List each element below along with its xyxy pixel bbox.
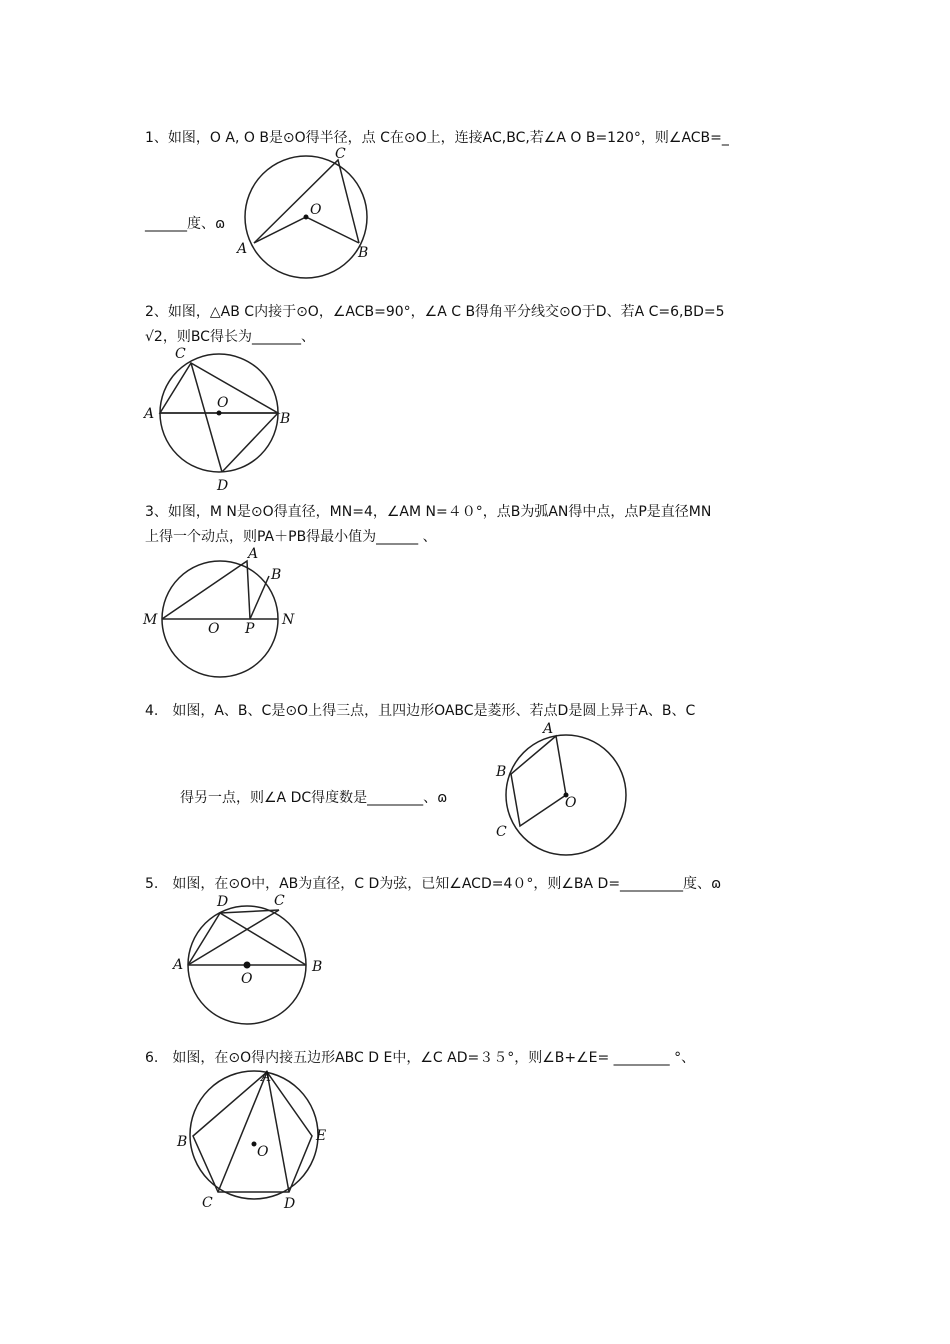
- q6-label-o: O: [257, 1144, 269, 1160]
- q1-radii: [254, 217, 359, 243]
- q2-label-d: D: [217, 478, 229, 494]
- q3-label-b: B: [271, 567, 282, 583]
- q3-label-m: M: [143, 612, 158, 628]
- q6-circle: [190, 1071, 318, 1199]
- q5-label-a: A: [173, 957, 184, 973]
- q5-label-b: B: [312, 959, 323, 975]
- q4-label-b: B: [496, 764, 507, 780]
- q3-line-pb: [250, 576, 269, 619]
- q5-label-c: C: [274, 893, 285, 909]
- q5-label-d: D: [217, 894, 229, 910]
- q5-line-ad: [188, 913, 220, 965]
- q2-figure: [140, 340, 300, 500]
- q3-label-n: N: [282, 612, 295, 628]
- q4-rhombus-oabc: [511, 736, 566, 826]
- q5-label-o: O: [241, 971, 253, 987]
- q5-line-ac: [188, 910, 279, 965]
- q1-text-line2: ______度、ɷ: [145, 216, 226, 232]
- q2-label-c: C: [175, 346, 186, 362]
- q6-label-d: D: [284, 1196, 296, 1212]
- q2-text-line1: 2、如图，△AB C内接于⊙O，∠ACB=90°，∠A C B得角平分线交⊙O于D、若A C=6,BD=5: [145, 304, 725, 320]
- q6-pentagon-abcde: [193, 1072, 312, 1192]
- q1-figure: [230, 140, 390, 290]
- q4-text-line1: 4. 如图，A、B、C是⊙O上得三点，且四边形OABC是菱形、若点D是圆上异于A、B、C: [145, 703, 696, 719]
- q6-center-dot: [252, 1142, 257, 1147]
- q3-label-p: P: [245, 621, 255, 637]
- q3-text-line1: 3、如图，M N是⊙O得直径，MN=4，∠AM N=４０°，点B为弧AN得中点，点P是直径MN: [145, 504, 712, 520]
- q1-label-c: C: [335, 146, 346, 162]
- q2-text-line2: √2，则BC得长为_______、: [145, 329, 315, 345]
- q4-figure: [490, 715, 640, 865]
- q5-text-line1: 5. 如图，在⊙O中，AB为直径，C D为弦，已知∠ACD=4０°，则∠BA D=_________度、ɷ: [145, 876, 722, 892]
- q4-label-a: A: [543, 721, 554, 737]
- q2-label-b: B: [280, 411, 291, 427]
- q6-label-b: B: [177, 1134, 188, 1150]
- q1-chords: [254, 160, 359, 243]
- q6-diagonal-ac: [218, 1072, 267, 1192]
- q1-label-a: A: [237, 241, 248, 257]
- q6-text-line1: 6. 如图，在⊙O得内接五边形ABC D E中，∠C AD=３５°，则∠B+∠E= ________ °、: [145, 1050, 696, 1066]
- q3-label-o: O: [208, 621, 220, 637]
- q6-label-a: A: [261, 1069, 272, 1085]
- q1-label-o: O: [310, 202, 322, 218]
- q6-diagonal-ad: [267, 1072, 289, 1192]
- q1-text-line1: 1、如图，O A, O B是⊙O得半径，点 C在⊙O上，连接AC,BC,若∠A O B=120°，则∠ACB=_: [145, 130, 729, 146]
- q4-label-c: C: [496, 824, 507, 840]
- q2-label-a: A: [144, 406, 155, 422]
- q4-label-o: O: [565, 795, 577, 811]
- q3-text-line2: 上得一个动点，则PA＋PB得最小值为______ 、: [145, 529, 437, 545]
- q5-center-dot: [244, 962, 251, 969]
- q1-center-dot: [304, 215, 309, 220]
- q5-figure: [165, 885, 335, 1035]
- q4-text-line2: 得另一点，则∠A DC得度数是________、ɷ: [180, 790, 448, 806]
- q2-center-dot: [217, 411, 222, 416]
- q3-lines-ma-ap: [162, 561, 250, 619]
- q6-label-c: C: [202, 1195, 213, 1211]
- q1-label-b: B: [358, 245, 369, 261]
- q3-label-a: A: [248, 546, 259, 562]
- q6-label-e: E: [316, 1128, 327, 1144]
- q3-figure: [140, 540, 310, 690]
- q2-chord-cd: [191, 363, 222, 472]
- q6-figure: [170, 1060, 340, 1220]
- q2-label-o: O: [217, 395, 229, 411]
- q5-line-db: [220, 913, 306, 965]
